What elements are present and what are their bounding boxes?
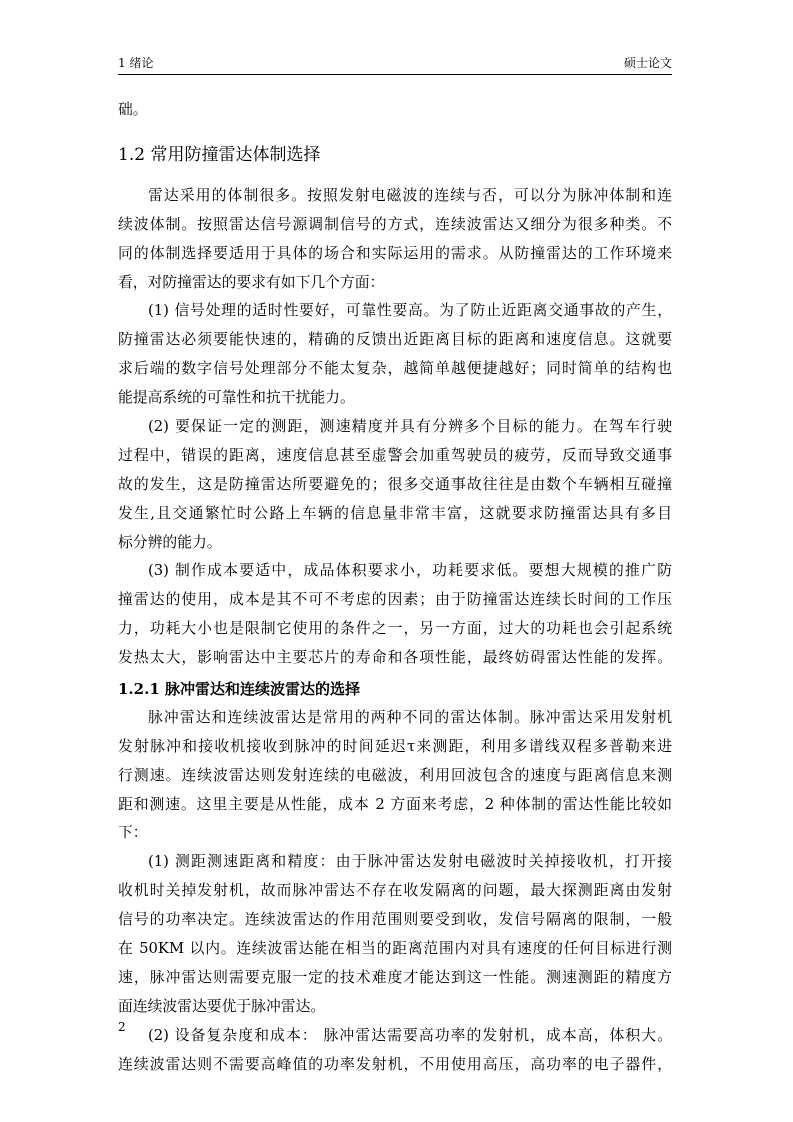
body-text-line: (2) 要保证一定的测距，测速精度并具有分辨多个目标的能力。在驾车行驶	[148, 418, 672, 436]
header-rule	[118, 74, 672, 75]
body-text-line: 力，功耗大小也是限制它使用的条件之一，另一方面，过大的功耗也会引起系统	[118, 620, 672, 638]
body-text-line: 面连续波雷达要优于脉冲雷达。	[118, 997, 326, 1015]
body-text-line: 发射脉冲和接收机接收到脉冲的时间延迟τ来测距，利用多谱线双程多普勒来进	[118, 737, 672, 755]
body-text-line: 标分辨的能力。	[118, 533, 222, 551]
running-header-chapter: 1 绪论	[118, 56, 154, 70]
body-text-line: 脉冲雷达和连续波雷达是常用的两种不同的雷达体制。脉冲雷达采用发射机	[148, 708, 672, 726]
body-text-line: 能提高系统的可靠性和抗干扰能力。	[118, 389, 355, 407]
body-text-line: 在 50KM 以内。连续波雷达能在相当的距离范围内对具有速度的任何目标进行测	[118, 940, 672, 958]
page-body	[118, 96, 672, 1080]
page-number: 2	[118, 1020, 126, 1034]
body-text-line: 础。	[118, 101, 148, 118]
body-text-line: 同的体制选择要适用于具体的场合和实际运用的需求。从防撞雷达的工作环境来	[118, 244, 672, 262]
body-text-line: 信号的功率决定。连续波雷达的作用范围则要受到收，发信号隔离的限制，一般	[118, 911, 672, 929]
body-text-line: 看，对防撞雷达的要求有如下几个方面：	[118, 273, 385, 291]
body-text-line: 速，脉冲雷达则需要克服一定的技术难度才能达到这一性能。测速测距的精度方	[118, 968, 672, 986]
body-text-line: (1) 信号处理的适时性要好，可靠性要高。为了防止近距离交通事故的产生，	[148, 302, 672, 320]
body-text-line: 过程中，错误的距离，速度信息甚至虚警会加重驾驶员的疲劳，反而导致交通事	[118, 446, 672, 464]
body-text-line: (1) 测距测速距离和精度：由于脉冲雷达发射电磁波时关掉接收机，打开接	[148, 853, 672, 871]
body-text-line: 下：	[118, 824, 148, 842]
body-text-line: 发生,且交通繁忙时公路上车辆的信息量非常丰富，这就要求防撞雷达具有多目	[118, 504, 672, 522]
running-header-thesis-type: 硕士论文	[623, 56, 672, 70]
body-text-line: 收机时关掉发射机，故而脉冲雷达不存在收发隔离的问题，最大探测距离由发射	[118, 882, 672, 900]
section-heading: 1.2 常用防撞雷达体制选择	[118, 144, 321, 165]
body-text-line: 撞雷达的使用，成本是其不可不考虑的因素；由于防撞雷达连续长时间的工作压	[118, 591, 672, 609]
body-text-line: (3) 制作成本要适中，成品体积要求小，功耗要求低。要想大规模的推广防	[148, 562, 672, 580]
body-text-line: 故的发生，这是防撞雷达所要避免的；很多交通事故往往是由数个车辆相互碰撞	[118, 475, 672, 493]
body-text-line: 求后端的数字信号处理部分不能太复杂，越简单越便捷越好；同时简单的结构也	[118, 360, 672, 378]
body-text-line: 雷达采用的体制很多。按照发射电磁波的连续与否，可以分为脉冲体制和连	[148, 186, 672, 204]
body-text-line: 发热太大，影响雷达中主要芯片的寿命和各项性能，最终妨碍雷达性能的发挥。	[118, 649, 672, 667]
body-text-line: 防撞雷达必须要能快速的，精确的反馈出近距离目标的距离和速度信息。这就要	[118, 331, 672, 349]
body-text-line: 行测速。连续波雷达则发射连续的电磁波，利用回波包含的速度与距离信息来测	[118, 766, 672, 784]
body-text-line: 续波体制。按照雷达信号源调制信号的方式，连续波雷达又细分为很多种类。不	[118, 215, 672, 233]
body-text-line: (2) 设备复杂度和成本： 脉冲雷达需要高功率的发射机，成本高，体积大。	[148, 1026, 672, 1044]
body-text-line: 距和测速。这里主要是从性能，成本 2 方面来考虑，2 种体制的雷达性能比较如	[118, 795, 672, 813]
body-text-line: 连续波雷达则不需要高峰值的功率发射机，不用使用高压，高功率的电子器件，	[118, 1055, 672, 1073]
subsection-heading: 1.2.1 脉冲雷达和连续波雷达的选择	[118, 680, 360, 699]
